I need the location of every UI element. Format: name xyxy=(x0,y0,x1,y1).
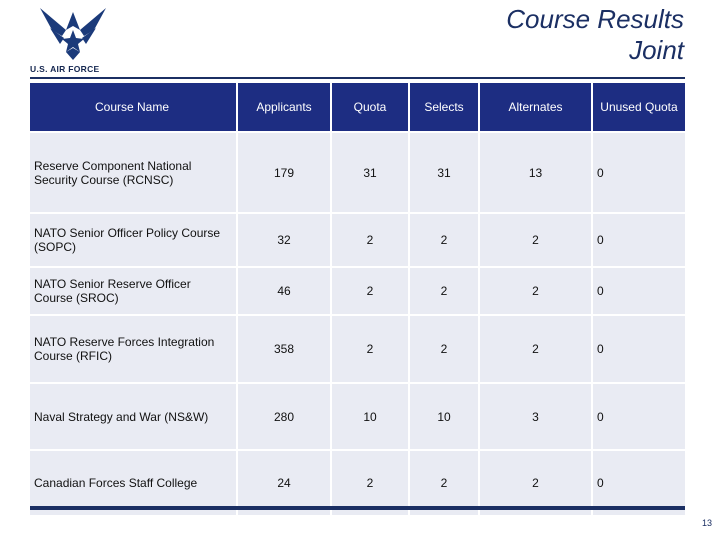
row-5-quota: 10 xyxy=(332,384,410,449)
row-2-alternates: 2 xyxy=(480,214,593,266)
row-1-selects: 31 xyxy=(410,133,480,212)
row-3-course-name: NATO Senior Reserve Officer Course (SROC) xyxy=(30,268,238,314)
row-2-selects: 2 xyxy=(410,214,480,266)
row-1-quota: 31 xyxy=(332,133,410,212)
row-5-applicants: 280 xyxy=(238,384,332,449)
logo-text: U.S. AIR FORCE xyxy=(30,64,100,74)
row-4-unused-quota: 0 xyxy=(593,316,685,382)
title-line-1: Course Results xyxy=(506,4,684,34)
row-1-applicants: 179 xyxy=(238,133,332,212)
bottom-divider xyxy=(30,506,685,510)
air-force-wings-icon xyxy=(38,6,108,60)
row-6-unused-quota: 0 xyxy=(593,451,685,515)
row-6-selects: 2 xyxy=(410,451,480,515)
row-3-applicants: 46 xyxy=(238,268,332,314)
top-divider xyxy=(30,77,685,79)
row-1-course-name: Reserve Component National Security Course (RCNSC) xyxy=(30,133,238,212)
row-6-alternates: 2 xyxy=(480,451,593,515)
row-4-quota: 2 xyxy=(332,316,410,382)
row-3-alternates: 2 xyxy=(480,268,593,314)
row-1-alternates: 13 xyxy=(480,133,593,212)
row-5-selects: 10 xyxy=(410,384,480,449)
header-course-name: Course Name xyxy=(30,83,238,131)
row-4-course-name: NATO Reserve Forces Integration Course (RFIC) xyxy=(30,316,238,382)
page-number: 13 xyxy=(701,518,712,528)
row-3-selects: 2 xyxy=(410,268,480,314)
row-5-unused-quota: 0 xyxy=(593,384,685,449)
row-3-quota: 2 xyxy=(332,268,410,314)
row-6-course-name: Canadian Forces Staff College xyxy=(30,451,238,515)
row-4-selects: 2 xyxy=(410,316,480,382)
header-alternates: Alternates xyxy=(480,83,593,131)
header-applicants: Applicants xyxy=(238,83,332,131)
row-2-unused-quota: 0 xyxy=(593,214,685,266)
row-5-alternates: 3 xyxy=(480,384,593,449)
header-selects: Selects xyxy=(410,83,480,131)
row-3-unused-quota: 0 xyxy=(593,268,685,314)
row-1-unused-quota: 0 xyxy=(593,133,685,212)
header-quota: Quota xyxy=(332,83,410,131)
air-force-logo xyxy=(30,6,116,74)
row-4-alternates: 2 xyxy=(480,316,593,382)
course-results-table xyxy=(30,83,685,515)
row-6-applicants: 24 xyxy=(238,451,332,515)
page-title xyxy=(506,4,684,66)
header-unused-quota: Unused Quota xyxy=(593,83,685,131)
row-2-applicants: 32 xyxy=(238,214,332,266)
row-2-quota: 2 xyxy=(332,214,410,266)
row-4-applicants: 358 xyxy=(238,316,332,382)
row-6-quota: 2 xyxy=(332,451,410,515)
title-line-2: Joint xyxy=(629,35,684,65)
row-5-course-name: Naval Strategy and War (NS&W) xyxy=(30,384,238,449)
row-2-course-name: NATO Senior Officer Policy Course (SOPC) xyxy=(30,214,238,266)
